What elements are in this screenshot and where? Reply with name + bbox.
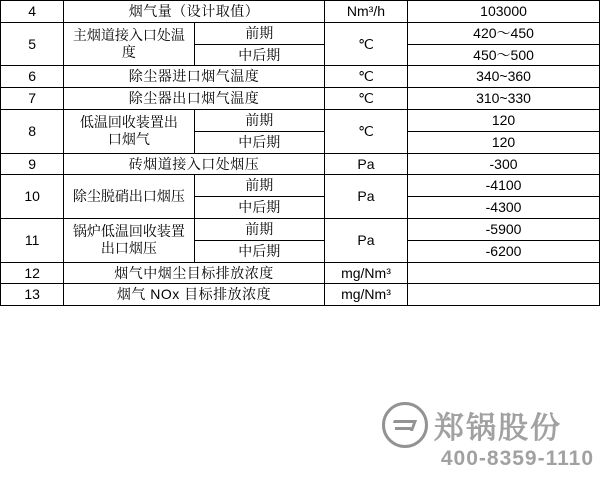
row-unit: Pa — [324, 218, 407, 262]
row-name: 除尘器出口烟气温度 — [64, 88, 325, 110]
row-value: -4100 — [408, 175, 600, 197]
row-name: 砖烟道接入口处烟压 — [64, 153, 325, 175]
row-unit: ℃ — [324, 88, 407, 110]
table-row — [1, 284, 600, 306]
row-value: 420～450 — [408, 22, 600, 44]
row-value: 340~360 — [408, 66, 600, 88]
row-value: 450～500 — [408, 44, 600, 66]
row-phase: 中后期 — [194, 240, 324, 262]
row-name: 除尘脱硝出口烟压 — [64, 175, 194, 219]
row-name — [64, 109, 194, 153]
row-unit: Pa — [324, 153, 407, 175]
table-row — [1, 22, 600, 44]
row-index: 4 — [1, 1, 64, 23]
table-row — [1, 218, 600, 240]
row-name: 主烟道接入口处温度 — [64, 22, 194, 66]
row-value: -4300 — [408, 197, 600, 219]
row-index: 6 — [1, 66, 64, 88]
row-index: 7 — [1, 88, 64, 110]
company-phone: 400-8359-1110 — [440, 447, 594, 470]
row-unit: Pa — [324, 175, 407, 219]
row-unit: Nm³/h — [324, 1, 407, 23]
row-value: 120 — [408, 131, 600, 153]
row-value: -6200 — [408, 240, 600, 262]
watermark-brand — [382, 405, 594, 445]
row-phase: 中后期 — [194, 197, 324, 219]
row-name-line1: 锅炉低温回收装置 — [72, 223, 185, 240]
row-value: 310~330 — [408, 88, 600, 110]
table-row — [1, 109, 600, 131]
row-name-line1: 低温回收装置出 — [79, 114, 178, 131]
row-name: 烟气 NOx 目标排放浓度 — [64, 284, 325, 306]
table-row — [1, 1, 600, 23]
row-index: 13 — [1, 284, 64, 306]
row-value: -5900 — [408, 218, 600, 240]
row-name-line2: 口烟气 — [107, 131, 150, 148]
row-index: 9 — [1, 153, 64, 175]
row-value: 103000 — [408, 1, 600, 23]
row-value — [408, 262, 600, 284]
row-index: 12 — [1, 262, 64, 284]
row-name — [64, 218, 194, 262]
row-index: 11 — [1, 218, 64, 262]
table-row — [1, 88, 600, 110]
row-name-line2: 出口烟压 — [100, 240, 157, 257]
row-unit: mg/Nm³ — [324, 262, 407, 284]
row-index: 8 — [1, 109, 64, 153]
row-value: -300 — [408, 153, 600, 175]
row-name: 烟气中烟尘目标排放浓度 — [64, 262, 325, 284]
company-logo-icon — [382, 402, 428, 448]
row-phase: 前期 — [194, 22, 324, 44]
row-phase: 前期 — [194, 218, 324, 240]
row-unit: ℃ — [324, 22, 407, 66]
row-name: 烟气量（设计取值） — [64, 1, 325, 23]
row-phase: 前期 — [194, 109, 324, 131]
table-row — [1, 262, 600, 284]
row-phase: 中后期 — [194, 131, 324, 153]
row-unit: ℃ — [324, 109, 407, 153]
table-row — [1, 66, 600, 88]
row-unit: mg/Nm³ — [324, 284, 407, 306]
row-phase: 中后期 — [194, 44, 324, 66]
row-phase: 前期 — [194, 175, 324, 197]
row-index: 10 — [1, 175, 64, 219]
watermark — [382, 405, 594, 473]
row-index: 5 — [1, 22, 64, 66]
row-unit: ℃ — [324, 66, 407, 88]
row-value — [408, 284, 600, 306]
table-row — [1, 153, 600, 175]
row-name: 除尘器进口烟气温度 — [64, 66, 325, 88]
company-name: 郑锅股份 — [434, 412, 562, 445]
row-value: 120 — [408, 109, 600, 131]
table-row — [1, 175, 600, 197]
